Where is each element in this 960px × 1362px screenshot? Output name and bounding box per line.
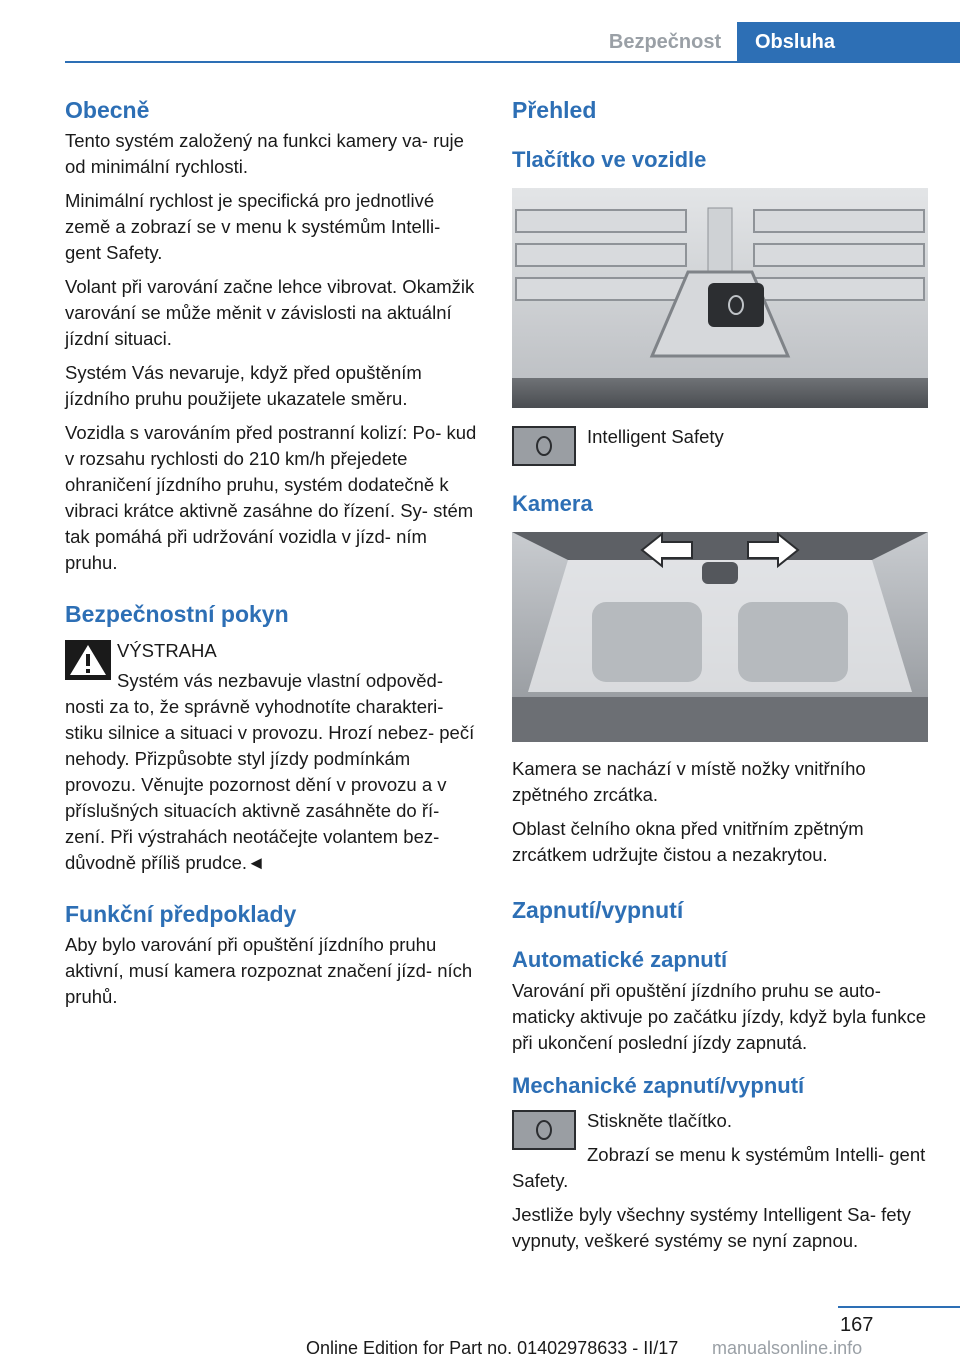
right-column [512,96,928,1254]
warning-title: VÝSTRAHA [117,640,217,661]
button-label: Intelligent Safety [587,426,724,447]
paragraph-5: Vozidla s varováním před postranní kolizí: Po‐ kud v rozsahu rychlosti do 210 km/h přejedete ohraničení jízdního pruhu, systém dodatečně k vibraci krátce aktivně zasáhne do řízení. Sy‐ stém tak pomáhá při udržování vozidla v jízd‐ ním pruhu. [65,422,477,573]
paragraph-kamera-1: Kamera se nachází v místě nožky vnitřního zpětného zrcátka. [512,758,866,805]
button-legend-row [512,424,928,466]
page-header [0,0,960,62]
intelligent-safety-button-icon [512,1110,576,1150]
paragraph-1: Tento systém založený na funkci kamery va‐ ruje od minimální rychlosti. [65,130,464,177]
tab-bezpecnost[interactable]: Bezpečnost [608,31,722,53]
heading-zapnuti: Zapnutí/vypnutí [512,897,684,923]
heading-bezpecnostni-pokyn: Bezpečnostní pokyn [65,601,289,627]
mechanical-press-text: Stiskněte tlačítko. [587,1110,732,1131]
watermark: manualsonline.info [712,1338,863,1358]
header-rule [65,61,960,63]
mechanical-menu-text: Zobrazí se menu k systémům Intelli‐ gent Safety. [512,1144,926,1191]
paragraph-6: Aby bylo varování při opuštění jízdního pruhu aktivní, musí kamera rozpoznat značení jízd‐ ních pruhů. [65,934,473,1007]
mechanical-row [512,1108,928,1194]
paragraph-4: Systém Vás nevaruje, když před opuštěním jízdního pruhu použijete ukazatele směru. [65,362,422,409]
edition-text: Online Edition for Part no. 01402978633 - II/17 [306,1338,679,1358]
warning-text: Systém vás nezbavuje vlastní odpověd‐ nosti za to, že správně vyhodnotíte charakteri‐ stiku silnice a situaci v provozu. Hrozí nebez‐ pečí nehody. Přizpůsobte styl jízdy podmínkám provozu. Věnujte pozornost dění v provozu a v příslušných situacích aktivně zasáhněte do ří‐ zení. Při výstrahách neotáčejte volantem bez‐ důvodně příliš prudce.◄ [65,670,475,873]
footer-rule [838,1306,960,1308]
heading-prehled: Přehled [512,97,597,123]
paragraph-3: Volant při varování začne lehce vibrovat. Okamžik varování se může měnit v závislosti na aktuální jízdní situaci. [65,276,475,349]
intelligent-safety-button-icon [512,426,576,466]
paragraph-last: Jestliže byly všechny systémy Intelligent Sa‐ fety vypnuty, veškeré systémy se nyní zapnou. [512,1204,911,1251]
heading-funkcni-predpoklady: Funkční předpoklady [65,901,297,927]
page-number: 167 [840,1314,874,1336]
heading-mechanicke: Mechanické zapnutí/vypnutí [512,1073,805,1098]
camera-location-photo [512,532,928,742]
heading-tlacitko: Tlačítko ve vozidle [512,147,707,172]
paragraph-2: Minimální rychlost je specifická pro jednotlivé země a zobrazí se v menu k systémům Intelli‐ gent Safety. [65,190,441,263]
warning-block [65,638,480,876]
heading-obecne: Obecně [65,97,150,123]
vehicle-button-photo [512,188,928,408]
paragraph-auto: Varování při opuštění jízdního pruhu se auto‐ maticky aktivuje po začátku jízdy, když byla funkce při ukončení poslední jízdy zapnutá. [512,980,927,1053]
heading-automaticke-zapnuti: Automatické zapnutí [512,947,728,972]
paragraph-kamera-2: Oblast čelního okna před vnitřním zpětným zrcátkem udržujte čistou a nezakrytou. [512,818,864,865]
warning-triangle-icon [65,640,111,680]
heading-kamera: Kamera [512,491,593,516]
tab-obsluha[interactable]: Obsluha [737,22,960,62]
left-column [65,96,480,1010]
